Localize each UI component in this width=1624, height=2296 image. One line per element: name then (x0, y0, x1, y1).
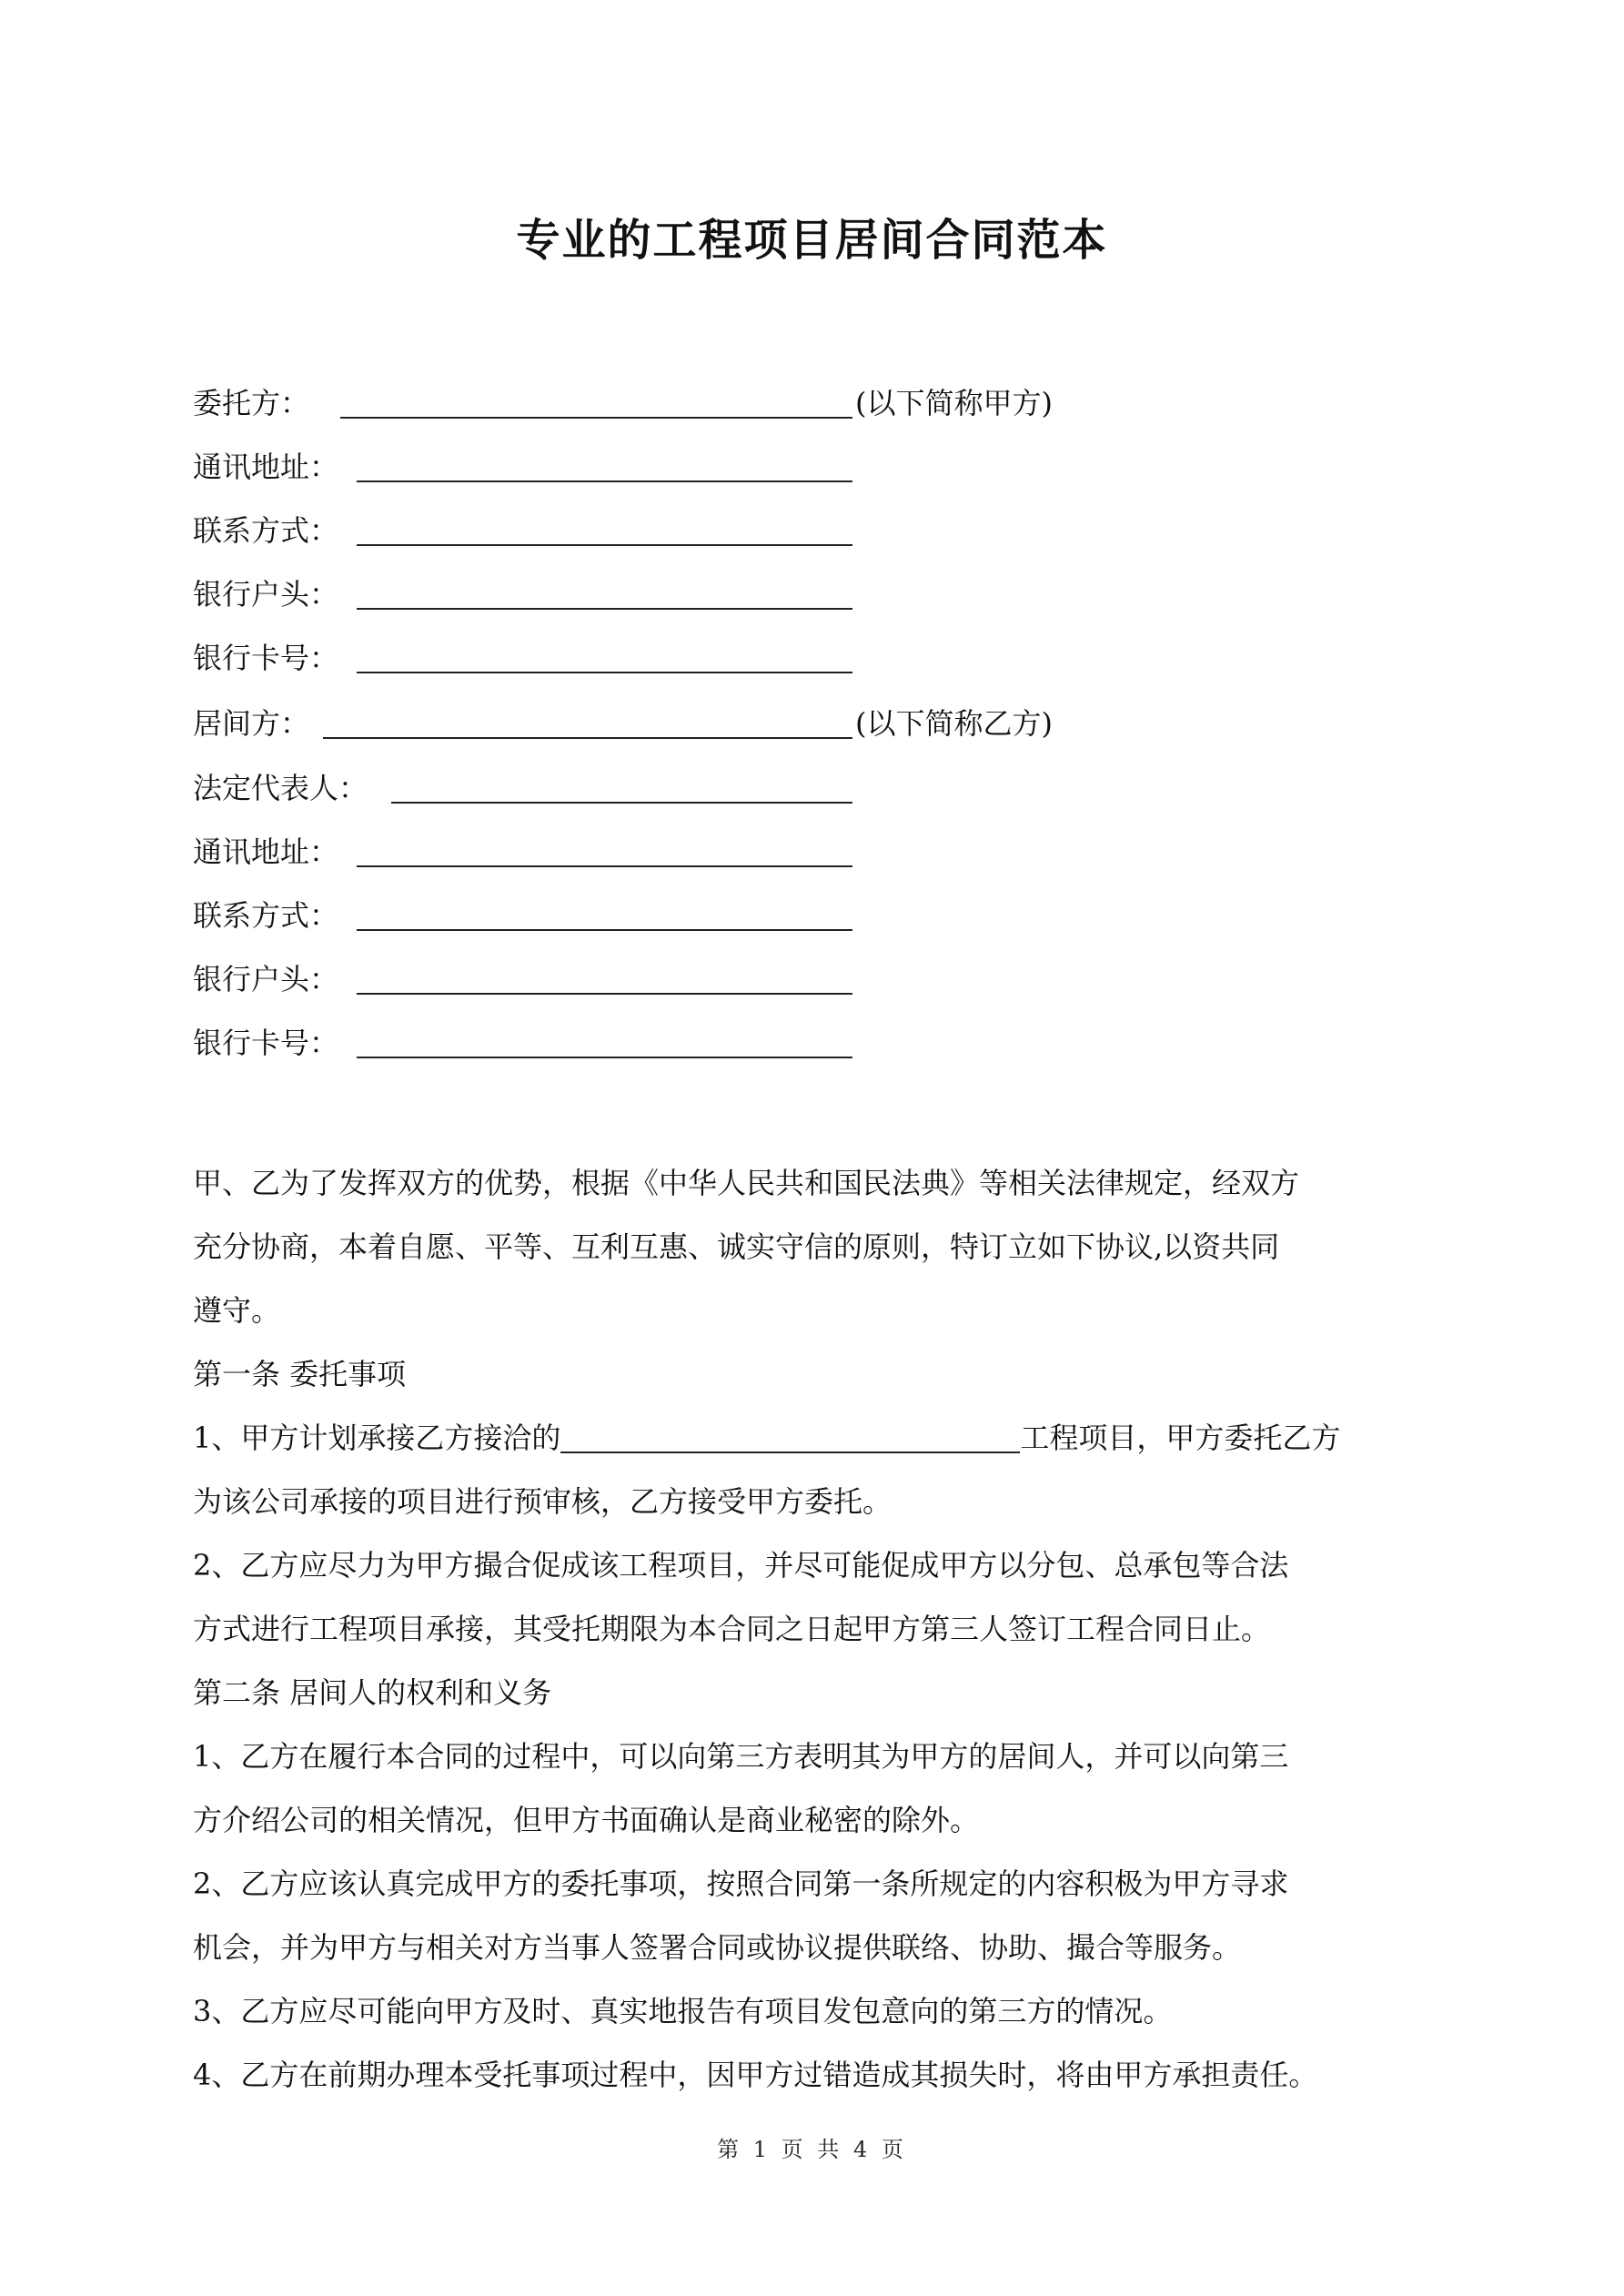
field-bank-card-a (193, 637, 338, 679)
fill-in-blank[interactable] (357, 573, 852, 610)
field-bank-card-b (193, 1022, 338, 1064)
field-label: 银行户头： (193, 962, 339, 996)
article-2-clause-3-line: 3、乙方应尽可能向甲方及时、真实地报告有项目发包意向的第三方的情况。 (193, 1994, 1173, 2028)
field-bank-account-name-b (193, 958, 338, 1000)
fill-in-blank[interactable] (340, 382, 852, 419)
field-entrusting-party (193, 382, 1053, 424)
field-label: 联系方式： (193, 513, 339, 548)
field-label: 银行卡号： (193, 641, 339, 675)
document-title: 专业的工程项目居间合同范本 (516, 215, 1108, 266)
page-number-footer: 第 1 页 共 4 页 (717, 2137, 907, 2162)
fill-in-blank[interactable] (323, 703, 852, 739)
field-label: 委托方： (193, 386, 310, 420)
fill-in-blank[interactable] (357, 510, 852, 546)
fill-in-blank[interactable] (357, 1022, 852, 1058)
article-2-clause-4-line: 4、乙方在前期办理本受托事项过程中，因甲方过错造成其损失时，将由甲方承担责任。 (193, 2058, 1318, 2092)
article-1-clause-2-line: 2、乙方应尽力为甲方撮合促成该工程项目，并尽可能促成甲方以分包、总承包等合法 (193, 1548, 1289, 1583)
field-address-b (193, 831, 338, 873)
preamble-line: 遵守。 (193, 1293, 281, 1328)
field-label: 法定代表人： (193, 771, 368, 805)
article-2-clause-1-line: 1、乙方在履行本合同的过程中，可以向第三方表明其为甲方的居间人，并可以向第三 (193, 1739, 1289, 1774)
field-intermediary-party (193, 703, 1053, 744)
preamble-line: 充分协商，本着自愿、平等、互利互惠、诚实守信的原则，特订立如下协议,以资共同 (193, 1229, 1280, 1264)
article-1-clause-2-line: 方式进行工程项目承接，其受托期限为本合同之日起甲方第三人签订工程合同日止。 (193, 1612, 1271, 1646)
article-2-clause-2-line: 2、乙方应该认真完成甲方的委托事项，按照合同第一条所规定的内容积极为甲方寻求 (193, 1866, 1289, 1901)
field-suffix: (以下简称乙方) (855, 706, 1053, 741)
fill-in-blank[interactable] (391, 767, 852, 804)
fill-in-blank[interactable] (357, 637, 852, 673)
field-bank-account-name-a (193, 573, 338, 615)
fill-in-blank[interactable] (357, 831, 852, 867)
article-2-heading: 第二条 居间人的权利和义务 (193, 1675, 552, 1710)
field-label: 居间方： (193, 706, 310, 741)
field-legal-representative (193, 767, 368, 809)
clause-text: 工程项目，甲方委托乙方 (1020, 1421, 1341, 1455)
clause-text: 1、甲方计划承接乙方接洽的 (193, 1421, 561, 1455)
field-contact-b (193, 895, 338, 936)
field-label: 银行户头： (193, 577, 339, 612)
article-1-clause-1-line: 为该公司承接的项目进行预审核，乙方接受甲方委托。 (193, 1484, 893, 1519)
preamble-line: 甲、乙为了发挥双方的优势，根据《中华人民共和国民法典》等相关法律规定，经双方 (193, 1166, 1300, 1200)
article-1-heading: 第一条 委托事项 (193, 1357, 407, 1391)
field-address-a (193, 446, 338, 488)
article-2-clause-1-line: 方介绍公司的相关情况，但甲方书面确认是商业秘密的除外。 (193, 1803, 980, 1837)
project-name-blank[interactable] (560, 1419, 1020, 1453)
article-1-clause-1-line (193, 1406, 1439, 1470)
field-label: 银行卡号： (193, 1026, 339, 1060)
fill-in-blank[interactable] (357, 958, 852, 995)
fill-in-blank[interactable] (357, 895, 852, 931)
field-contact-a (193, 510, 338, 551)
fill-in-blank[interactable] (357, 446, 852, 482)
field-suffix: (以下简称甲方) (855, 386, 1053, 420)
field-label: 通讯地址： (193, 450, 339, 484)
field-label: 通讯地址： (193, 834, 339, 869)
field-label: 联系方式： (193, 898, 339, 933)
article-2-clause-2-line: 机会，并为甲方与相关对方当事人签署合同或协议提供联络、协助、撮合等服务。 (193, 1930, 1242, 1965)
contract-body (193, 1151, 1439, 2107)
